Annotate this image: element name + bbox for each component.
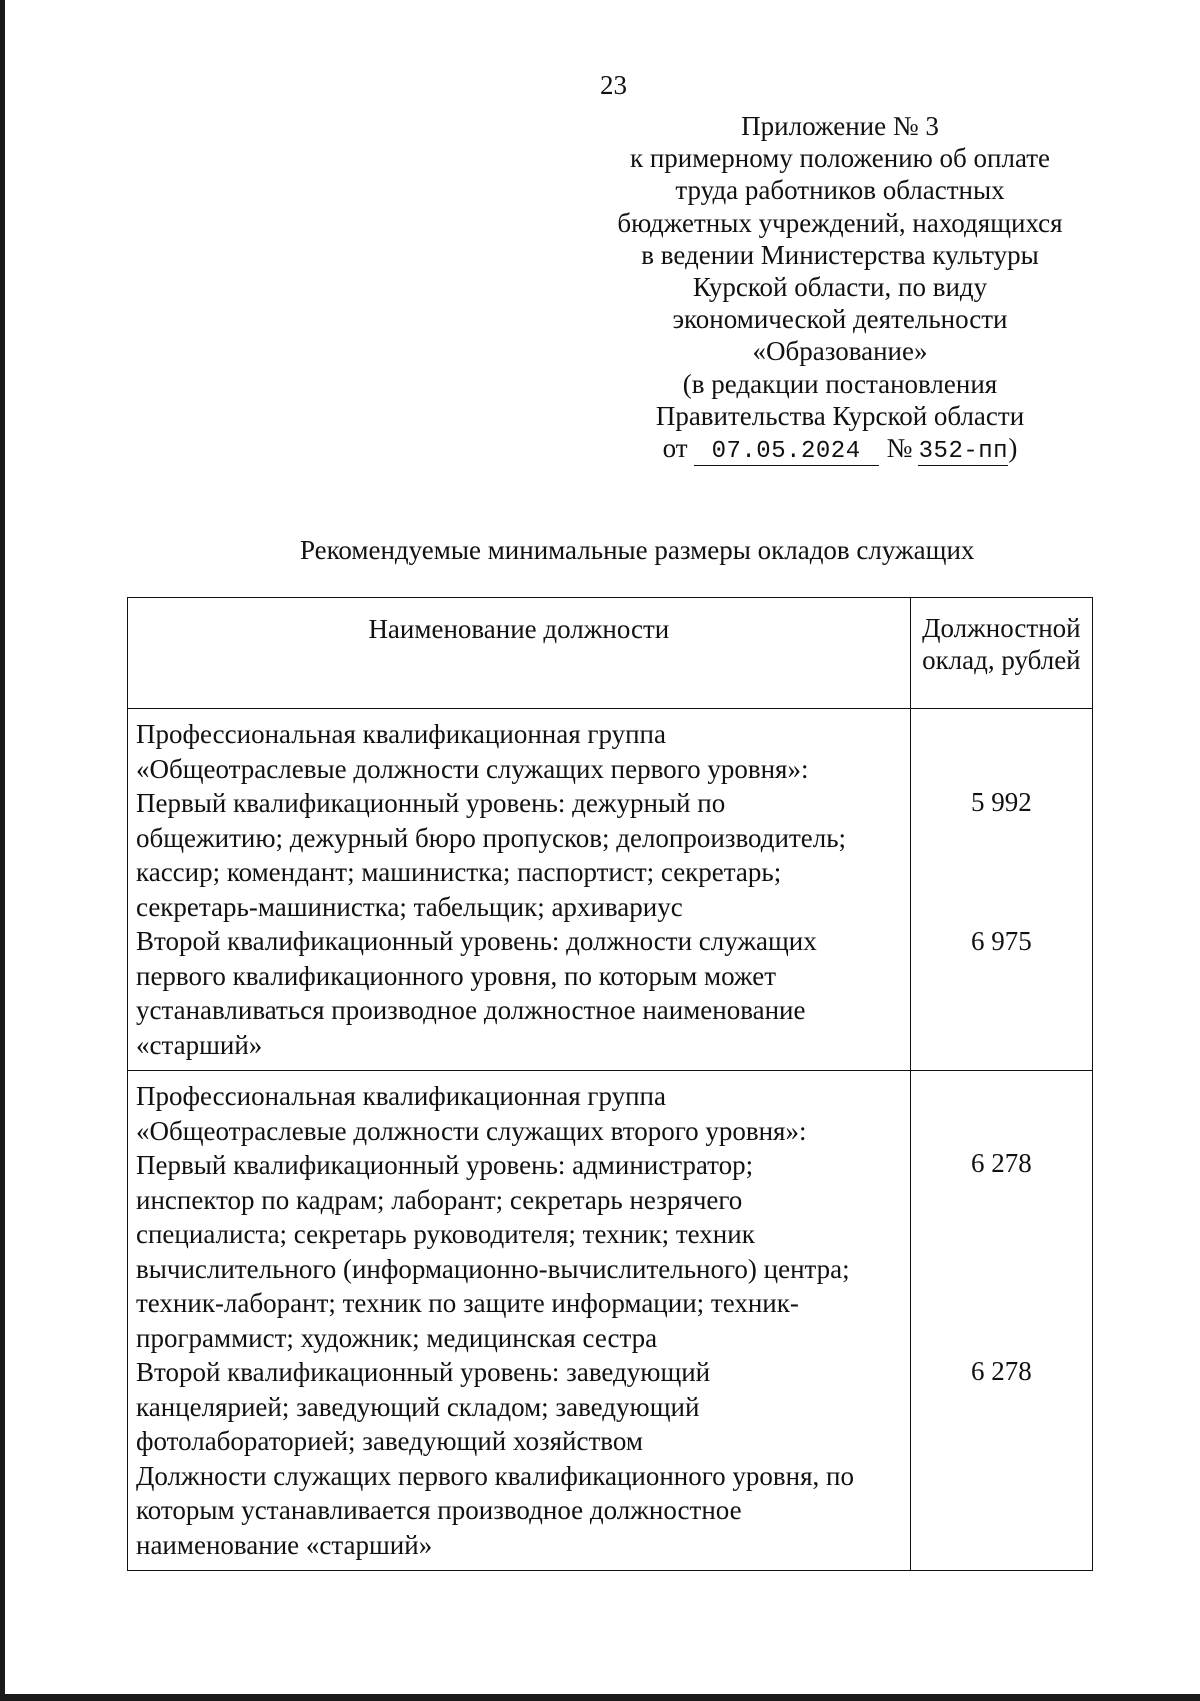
salary-value: 6 278 [970,1356,1032,1386]
header-position-name-label: Наименование должности [368,614,670,644]
group-line: Второй квалификационный уровень: заведующий [136,1357,711,1387]
group-line: программист; художник; медицинская сестра [136,1322,658,1353]
header-position-name [128,598,911,709]
group-line: фотолабораторией; заведующий хозяйством [136,1426,643,1456]
resolution-number: 352-пп [918,438,1009,466]
group-line: Профессиональная квалификационная группа [136,719,666,749]
group-line: «старший» [136,1029,263,1060]
table-row [128,709,1093,1071]
group-line: техник-лаборант; техник по защите информации; техник- [136,1288,799,1318]
appendix-header [580,110,1100,466]
group-line: канцелярией; заведующий складом; заведующий [136,1391,700,1422]
appendix-line: в ведении Министерства культуры [641,239,1039,270]
group-line: секретарь-машинистка; табельщик; архивариус [136,891,683,922]
appendix-line: к примерному положению об оплате [629,143,1051,174]
appendix-line: «Образование» [752,336,928,367]
scan-border-left [0,0,5,1701]
salary-values [910,709,1092,1071]
appendix-line: Правительства Курской области [655,400,1025,431]
header-salary [910,598,1092,709]
group-description [128,1071,911,1571]
salary-table [127,597,1093,1571]
header-salary-line: оклад, рублей [922,645,1081,675]
group-line: «Общеотраслевые должности служащих первого уровня»: [136,753,809,784]
salary-value: 6 975 [970,926,1032,956]
salary-values [910,1071,1092,1571]
document-title: Рекомендуемые минимальные размеры окладов служащих [300,535,975,565]
appendix-line: Приложение № 3 [741,111,939,141]
table-row [128,1071,1093,1571]
header-salary-line: Должностной [922,613,1081,643]
table-header-row [128,598,1093,709]
closing-paren: ) [1008,433,1018,464]
salary-value: 5 992 [970,787,1032,817]
appendix-line: (в редакции постановления [682,368,998,399]
group-line: Второй квалификационный уровень: должности служащих [136,926,817,956]
group-line: вычислительного (информационно-вычислительного) центра; [136,1253,850,1284]
scan-border-bottom [0,1694,1200,1701]
group-line: Первый квалификационный уровень: дежурный по [136,788,726,818]
group-line: Профессиональная квалификационная группа [136,1081,666,1111]
group-line: Должности служащих первого квалификационного уровня, по [136,1460,854,1491]
appendix-line: экономической деятельности [672,304,1008,335]
from-prefix: от [662,433,688,464]
appendix-line: труда работников областных [675,175,1005,206]
resolution-date: 07.05.2024 [694,439,879,466]
group-line: «Общеотраслевые должности служащих второго уровня»: [136,1115,807,1146]
group-line: которым устанавливается производное должностное [136,1495,742,1525]
group-line: специалиста; секретарь руководителя; техник; техник [136,1219,755,1249]
page-number: 23 [600,70,627,100]
group-description [128,709,911,1071]
group-line: Первый квалификационный уровень: администратор; [136,1150,754,1180]
group-line: общежитию; дежурный бюро пропусков; делопроизводитель; [136,822,847,853]
appendix-line: бюджетных учреждений, находящихся [617,207,1063,238]
group-line: наименование «старший» [136,1529,433,1560]
appendix-line: Курской области, по виду [692,272,988,303]
group-line: кассир; комендант; машинистка; паспортист; секретарь; [136,857,782,887]
group-line: устанавливаться производное должностное наименование [136,995,806,1025]
group-line: инспектор по кадрам; лаборант; секретарь незрячего [136,1184,743,1215]
resolution-reference [580,432,1100,466]
number-prefix: № [886,433,913,464]
group-line: первого квалификационного уровня, по которым может [136,960,777,991]
salary-value: 6 278 [970,1148,1032,1178]
